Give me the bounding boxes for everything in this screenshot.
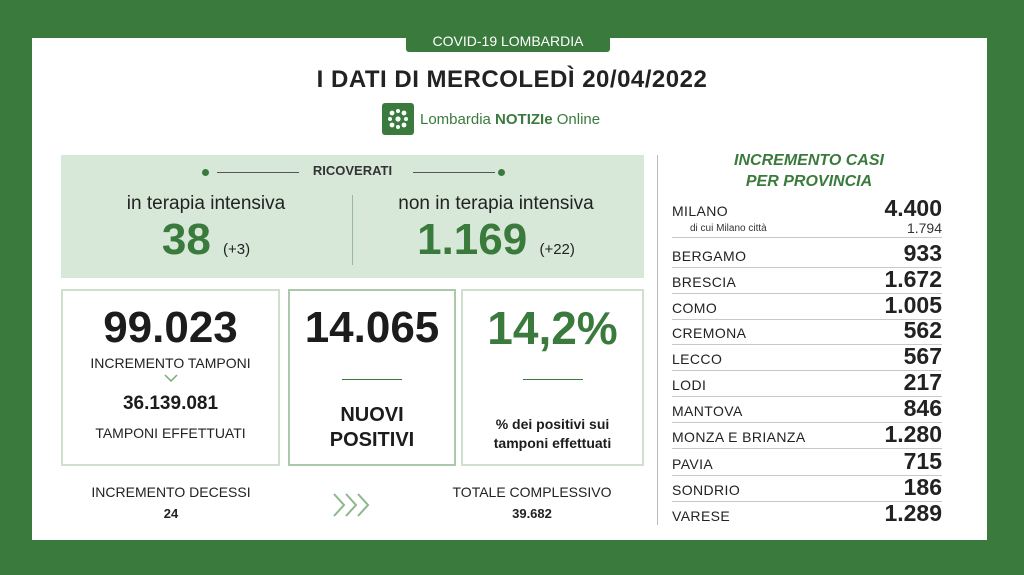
chevron-down-icon [63,371,278,393]
terapia-intensiva-delta: (+3) [223,241,251,258]
divider [342,379,402,380]
dot-icon [498,169,505,176]
region-tag: COVID-19 LOMBARDIA [406,30,610,52]
province-row [672,343,942,371]
incremento-decessi-label: INCREMENTO DECESSI [91,484,251,500]
milano-citta-row [672,219,942,238]
province-row [672,292,942,320]
divider [413,172,495,173]
province-value: 217 [903,369,942,395]
ricoverati-panel [61,155,644,278]
province-name: MONZA E BRIANZA [672,429,806,445]
province-value: 1.280 [884,421,942,447]
province-title: INCREMENTO CASI PER PROVINCIA [734,152,884,190]
province-row [672,240,942,268]
percentuale-box [461,289,644,466]
province-value: 4.400 [884,195,942,221]
province-name: VARESE [672,508,731,524]
brand-logo [382,103,600,135]
non-terapia-intensiva-label: non in terapia intensiva [398,193,594,214]
province-row [672,500,942,527]
terapia-intensiva-value: 38 [161,215,211,264]
province-value: 933 [903,240,942,266]
province-value: 1.672 [884,266,942,292]
totale-decessi-label: TOTALE COMPLESSIVO [452,484,612,500]
province-row [672,448,942,476]
nuovi-positivi-label: NUOVI POSITIVI [329,404,415,451]
province-value: 186 [903,474,942,500]
province-value: 567 [903,343,942,369]
totale-decessi-value: 39.682 [512,506,552,521]
province-row [672,369,942,397]
province-name: LODI [672,377,707,393]
terapia-intensiva [91,193,321,275]
page-title: I DATI DI MERCOLEDÌ 20/04/2022 [316,66,708,93]
province-name: BRESCIA [672,274,737,290]
brand-name: Lombardia NOTIZIe Online [420,110,601,128]
nuovi-positivi-box [288,289,456,466]
province-row [672,266,942,294]
province-value: 1.005 [884,292,942,318]
ricoverati-heading: RICOVERATI [312,163,393,178]
non-terapia-intensiva-delta: (+22) [539,241,575,258]
province-name: COMO [672,300,718,316]
milano-citta-value: 1.794 [906,220,942,236]
arrows-icon [330,490,380,526]
province-value: 715 [903,448,942,474]
province-value: 562 [903,317,942,343]
divider [657,155,658,525]
incremento-tamponi-label: INCREMENTO TAMPONI [90,355,251,371]
province-row [672,421,942,449]
province-value: 846 [903,395,942,421]
province-row [672,474,942,502]
tamponi-effettuati-label: TAMPONI EFFETTUATI [95,425,246,441]
divider [352,195,353,265]
province-name: SONDRIO [672,482,741,498]
rosa-camuna-icon [382,103,414,135]
incremento-decessi-value: 24 [163,506,179,521]
province-name: CREMONA [672,325,747,341]
divider [523,379,583,380]
tamponi-box [61,289,280,466]
nuovi-positivi-value: 14.065 [304,303,440,352]
non-terapia-intensiva-value: 1.169 [417,215,528,264]
percentuale-label: % dei positivi sui tamponi effettuati [493,416,612,451]
incremento-tamponi-value: 99.023 [103,303,238,352]
province-row [672,395,942,423]
tamponi-effettuati-value: 36.139.081 [122,393,219,414]
milano-citta-label: di cui Milano città [690,222,767,234]
province-value: 1.289 [884,500,942,526]
terapia-intensiva-label: in terapia intensiva [126,193,286,214]
non-terapia-intensiva [371,193,621,275]
percentuale-value: 14,2% [487,302,618,354]
province-name: MILANO [672,203,729,219]
province-name: MANTOVA [672,403,743,419]
totale-decessi [427,484,637,521]
incremento-decessi [66,484,276,521]
province-name: PAVIA [672,456,714,472]
province-name: LECCO [672,351,723,367]
province-row-milano [672,195,942,222]
province-row [672,317,942,345]
province-name: BERGAMO [672,248,747,264]
